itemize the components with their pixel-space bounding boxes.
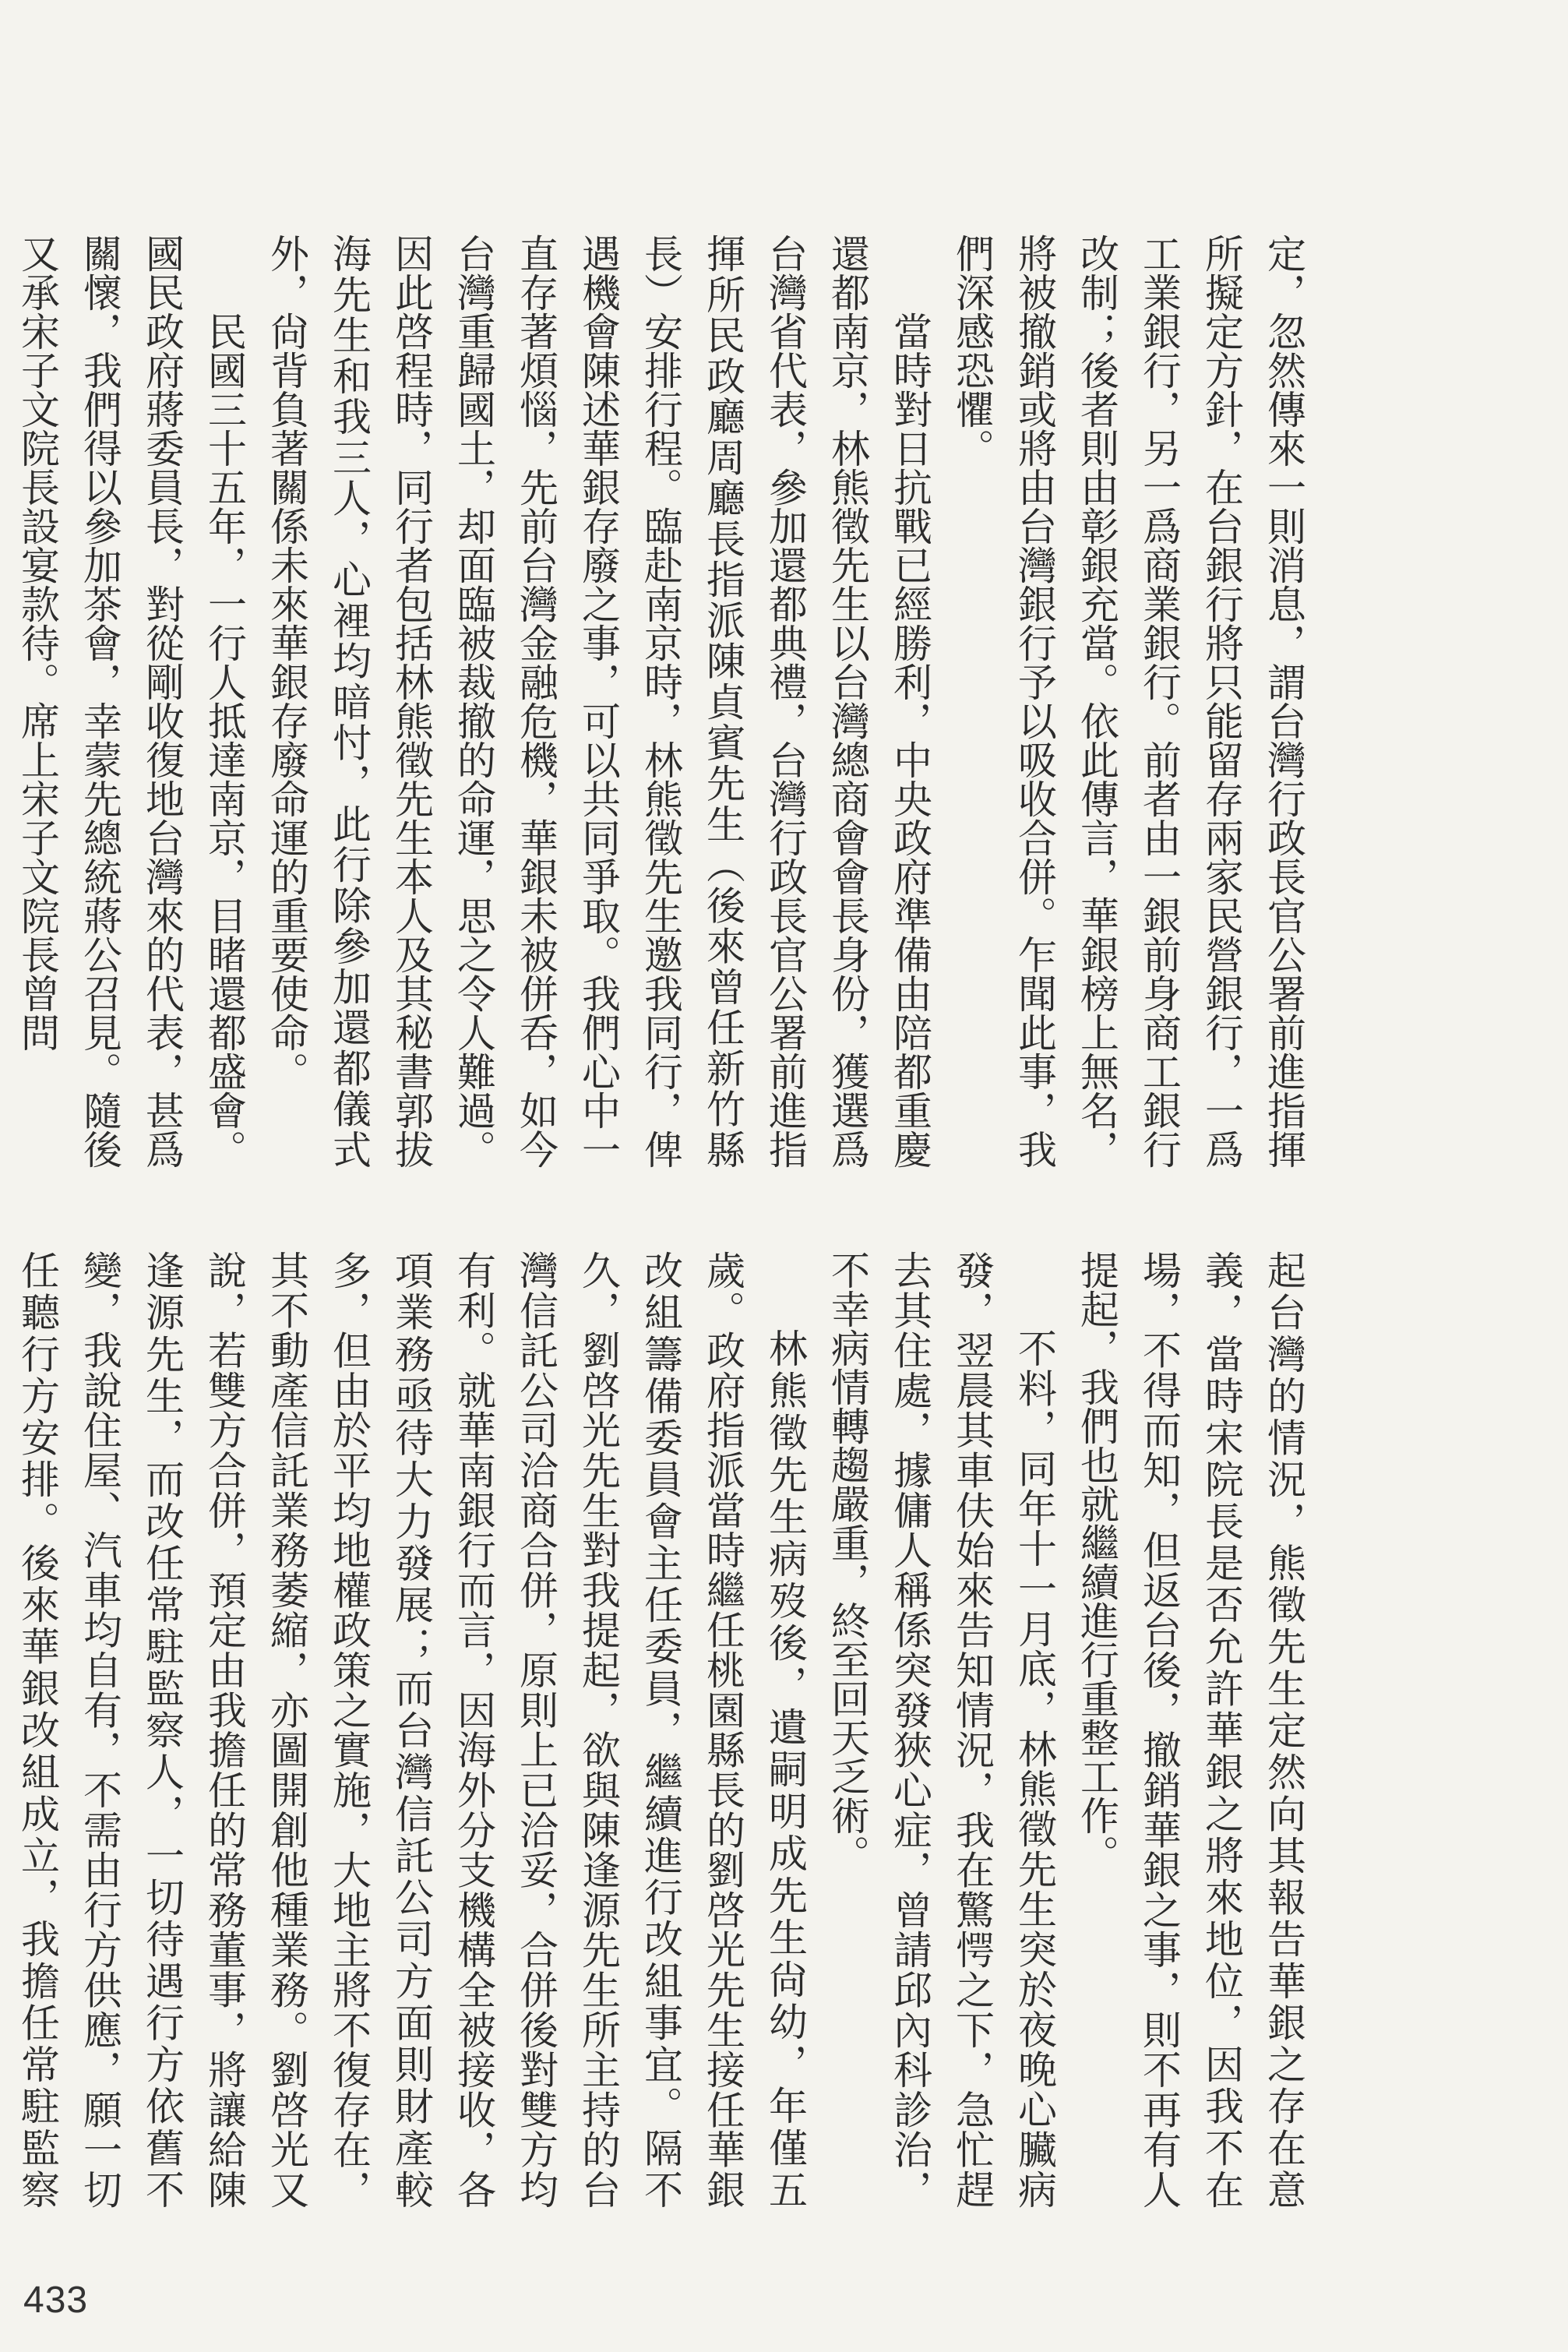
paragraph: 起台灣的情況，熊徵先生定然向其報告華銀之存在意義，當時宋院長是否允許華銀之將來地位，因我不在場，不得而知，但返台後，撤銷華銀之事，則不再有人提起，我們也就繼續進行重整工作。	[1074, 1250, 1306, 2209]
lower-text-block	[15, 1250, 1315, 2209]
paragraph: 當時對日抗戰已經勝利，中央政府準備由陪都重慶還都南京，林熊徵先生以台灣總商會會長身份，獲選爲台灣省代表，參加還都典禮，台灣行政長官公署前進指揮所民政廳周廳長指派陳貞賓先生（後來曾任新竹縣長）安排行程。臨赴南京時，林熊徵先生邀我同行，俾遇機會陳述華銀存廢之事，可以共同爭取。我們心中一直存著煩惱，先前台灣金融危機，華銀未被併呑，如今台灣重歸國土，却面臨被裁撤的命運，思之令人難過。因此啓程時，同行者包括林熊徵先生本人及其秘書郭拔海先生和我三人，心裡均暗忖，此行除參加還都儀式外，尙背負著關係未來華銀存廢命運的重要使命。	[264, 234, 932, 1169]
upper-text-block	[15, 234, 1315, 1169]
page-number: 433	[23, 2280, 89, 2321]
paragraph: 民國三十五年，一行人抵達南京，目睹還都盛會。國民政府蔣委員長，對從剛收復地台灣來的代表，甚爲關懷，我們得以參加茶會，幸蒙先總統蔣公召見。隨後又承宋子文院長設宴款待。席上宋子文院長曾問	[15, 234, 247, 1169]
paragraph: 林熊徵先生病歿後，遺嗣明成先生尙幼，年僅五歲。政府指派當時繼任桃園縣長的劉啓光先生接任華銀改組籌備委員會主任委員，繼續進行改組事宜。隔不久，劉啓光先生對我提起，欲與陳逢源先生所主持的台灣信託公司洽商合併，原則上已洽妥，合併後對雙方均有利。就華南銀行而言，因海外分支機構全被接收，各項業務亟待大力發展；而台灣信託公司方面則財產較多，但由於平均地權政策之實施，大地主將不復存在，其不動產信託業務萎縮，亦圖開創他種業務。劉啓光又說，若雙方合併，預定由我擔任的常務董事，將讓給陳逢源先生，而改任常駐監察人，一切待遇行方依舊不變，我說住屋、汽車均自有，不需由行方供應，願一切任聽行方安排。後來華銀改組成立，我擔任常駐監察	[15, 1250, 808, 2209]
paragraph: 不料，同年十一月底，林熊徵先生突於夜晚心臟病發，翌晨其車伕始來告知情況，我在驚愕之下，急忙趕去其住處，據傭人稱係突發狹心症，曾請邱內科診治，不幸病情轉趨嚴重，終至回天乏術。	[825, 1250, 1057, 2209]
paragraph: 定，忽然傳來一則消息，謂台灣行政長官公署前進指揮所擬定方針，在台銀行將只能留存兩家民營銀行，一爲工業銀行，另一爲商業銀行。前者由一銀前身商工銀行改制；後者則由彰銀充當。依此傳言，華銀榜上無名，將被撤銷或將由台灣銀行予以吸收合併。乍聞此事，我們深感恐懼。	[950, 234, 1306, 1169]
